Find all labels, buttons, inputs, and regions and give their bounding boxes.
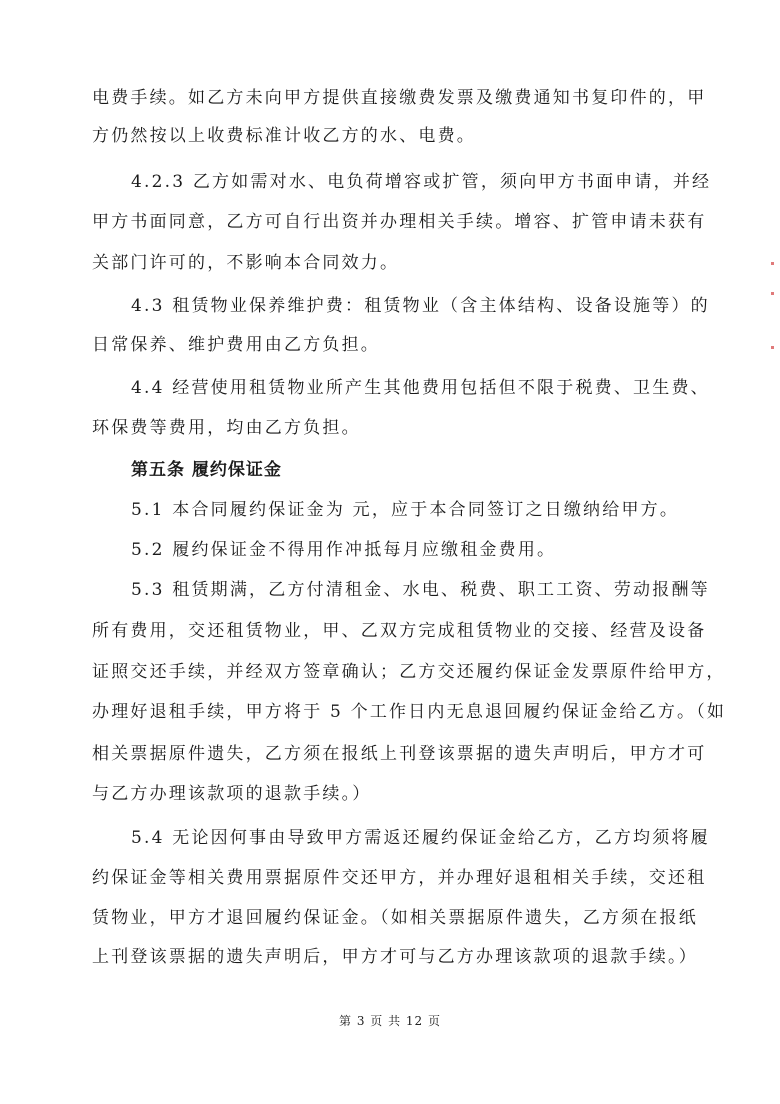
scan-edge-mark (771, 292, 774, 295)
scan-edge-mark (771, 346, 774, 349)
paragraph-line: 上刊登该票据的遗失声明后，甲方才可与乙方办理该款项的退款手续。） (92, 947, 698, 967)
paragraph-line: 日常保养、维护费用由乙方负担。 (92, 335, 380, 355)
paragraph-line: 办理好退租手续，甲方将于 5 个工作日内无息退回履约保证金给乙方。（如 (92, 702, 727, 722)
paragraph-line: 环保费等费用，均由乙方负担。 (92, 418, 361, 438)
paragraph-line: 4.4 经营使用租赁物业所产生其他费用包括但不限于税费、卫生费、 (131, 378, 710, 398)
paragraph-line: 与乙方办理该款项的退款手续。） (92, 784, 372, 804)
section-heading: 第五条 履约保证金 (131, 460, 282, 480)
paragraph-line: 4.3 租赁物业保养维护费：租赁物业（含主体结构、设备设施等）的 (131, 296, 710, 316)
scan-edge-mark (771, 262, 774, 265)
paragraph-line: 方仍然按以上收费标准计收乙方的水、电费。 (92, 126, 476, 146)
page-footer: 第 3 页 共 12 页 (339, 1014, 441, 1028)
paragraph-line: 约保证金等相关费用票据原件交还甲方，并办理好退租相关手续，交还租 (92, 868, 707, 888)
paragraph-line: 5.4 无论因何事由导致甲方需返还履约保证金给乙方，乙方均须将履 (131, 828, 710, 848)
paragraph-line: 5.2 履约保证金不得用作冲抵每月应缴租金费用。 (131, 540, 557, 560)
paragraph-line: 电费手续。如乙方未向甲方提供直接缴费发票及缴费通知书复印件的，甲 (92, 88, 707, 108)
paragraph-line: 5.1 本合同履约保证金为 元，应于本合同签订之日缴纳给甲方。 (131, 500, 680, 520)
paragraph-line: 5.3 租赁期满，乙方付清租金、水电、税费、职工工资、劳动报酬等 (131, 580, 710, 600)
paragraph-line: 4.2.3 乙方如需对水、电负荷增容或扩管，须向甲方书面申请，并经 (131, 172, 712, 192)
paragraph-line: 甲方书面同意，乙方可自行出资并办理相关手续。增容、扩管申请未获有 (92, 212, 707, 232)
paragraph-line: 证照交还手续，并经双方签章确认；乙方交还履约保证金发票原件给甲方， (92, 662, 726, 682)
paragraph-line: 赁物业，甲方才退回履约保证金。（如相关票据原件遗失，乙方须在报纸 (92, 908, 698, 928)
paragraph-line: 相关票据原件遗失，乙方须在报纸上刊登该票据的遗失声明后，甲方才可 (92, 744, 707, 764)
paragraph-line: 关部门许可的，不影响本合同效力。 (92, 253, 400, 273)
paragraph-line: 所有费用，交还租赁物业，甲、乙双方完成租赁物业的交接、经营及设备 (92, 621, 707, 641)
